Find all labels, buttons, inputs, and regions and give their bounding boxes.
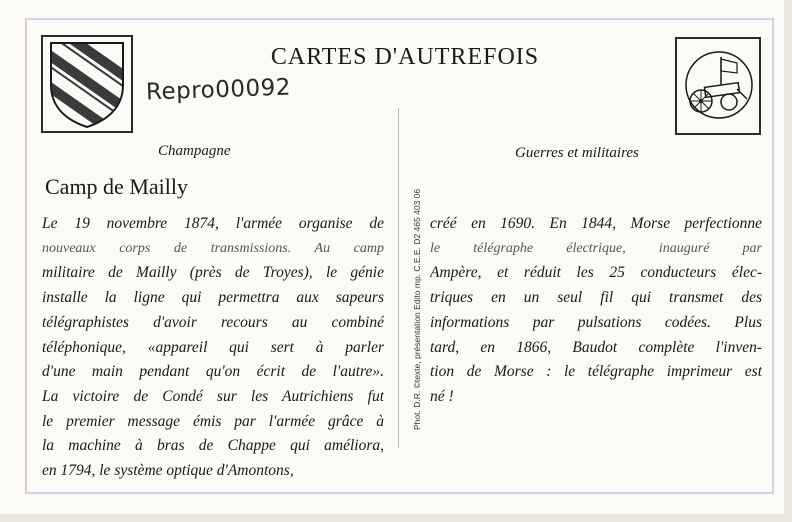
text-line: La victoire de Condé sur les Autrichiens fut xyxy=(42,387,384,405)
article-heading: Camp de Mailly xyxy=(45,174,188,199)
text-line: téléphonique, «appareil qui sert à parler xyxy=(42,338,384,356)
text-line: Le 19 novembre 1874, l'armée organise de xyxy=(42,215,384,232)
text-line: le premier message émis par l'armée grâce à xyxy=(42,412,384,430)
coat-of-arms-frame xyxy=(41,35,133,133)
series-title: CARTES D'AUTREFOIS xyxy=(270,44,540,70)
text-line: installe la ligne qui permettra aux sapeurs xyxy=(42,289,384,307)
text-line: Ampère, et réduit les 25 conducteurs élec- xyxy=(430,264,762,282)
text-line: télégraphistes d'avoir recours au combiné xyxy=(42,313,384,331)
text-line: informations par pulsations codées. Plus xyxy=(430,313,762,331)
cannon-icon xyxy=(677,39,759,133)
handwritten-reference: Repro00092 xyxy=(145,74,292,106)
text-line: triques en un seul fil qui transmet des xyxy=(430,289,762,307)
text-line: en 1794, le système optique d'Amontons, xyxy=(42,462,294,480)
text-line: la machine à bras de Chappe qui améliora, xyxy=(42,437,384,455)
text-line: le télégraphe électrique, inauguré par xyxy=(430,240,762,256)
text-line: tion de Morse : le télégraphe imprimeur est xyxy=(430,363,762,381)
coat-of-arms-icon xyxy=(43,37,131,131)
text-line: militaire de Mailly (près de Troyes), le génie xyxy=(42,264,384,282)
text-line: tard, en 1866, Baudot complète l'inven- xyxy=(430,338,762,356)
text-line: créé en 1690. En 1844, Morse perfectionne xyxy=(430,215,762,232)
cannon-frame xyxy=(675,37,761,135)
region-label: Champagne xyxy=(158,143,231,159)
column-divider xyxy=(398,108,399,448)
photo-credit: Phot. D.R. ©texte, présentation Edito mp. C.E.E. D2 465 403 06 xyxy=(412,188,422,430)
text-line: nouveaux corps de transmissions. Au camp xyxy=(42,240,384,256)
left-text-column xyxy=(42,212,384,484)
text-line: d'une main pendant qu'on écrit de l'autre». xyxy=(42,363,384,381)
right-text-column xyxy=(430,212,762,410)
text-line: né ! xyxy=(430,387,454,405)
category-label: Guerres et militaires xyxy=(515,145,639,161)
